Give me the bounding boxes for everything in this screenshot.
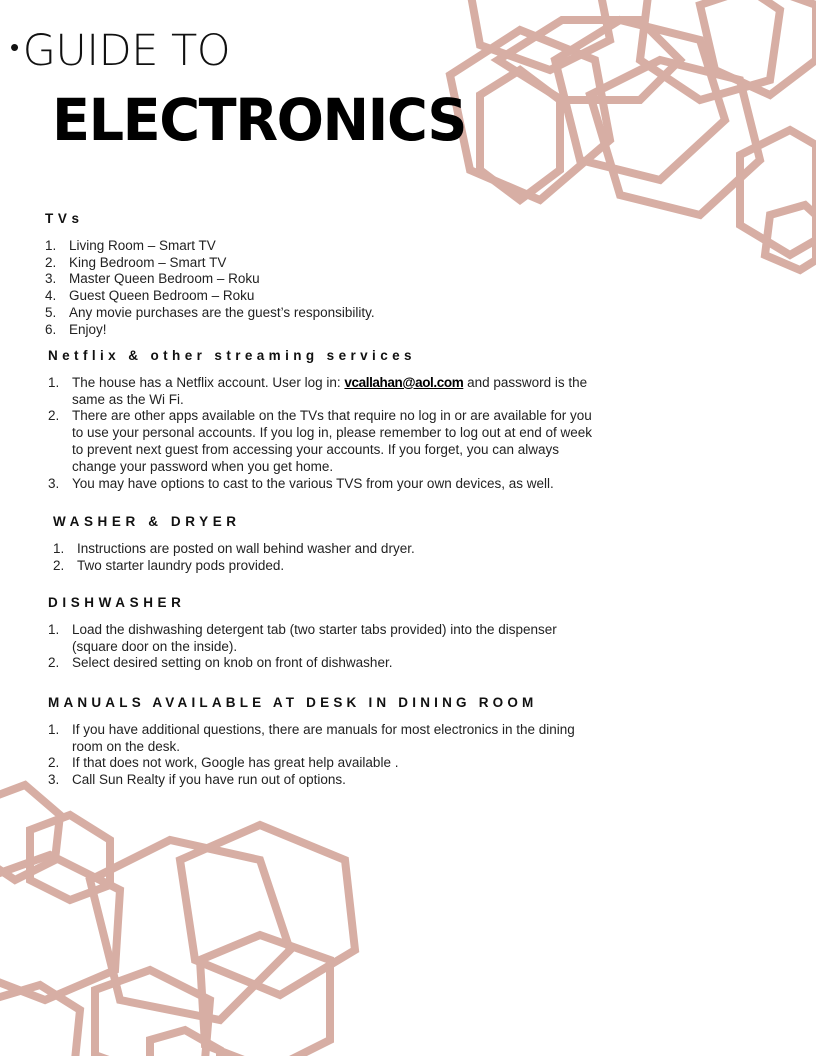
list-text-after: and password is the same as the Wi Fi. (72, 374, 588, 407)
email-link[interactable]: vcallahan@aol.com (344, 374, 464, 390)
list-number: 3. (45, 271, 57, 287)
list-item (48, 722, 588, 756)
page-title-line2: ELECTRONICS (52, 86, 467, 154)
list-text: If you have additional questions, there are manuals for most electronics in the dining room on the desk. (72, 721, 575, 754)
list-text: Two starter laundry pods provided. (77, 557, 285, 573)
list-item (45, 322, 605, 339)
list-item (48, 622, 588, 656)
netflix-list (48, 375, 593, 493)
section-heading-dishwasher: DISHWASHER (48, 595, 186, 610)
list-number: 1. (48, 621, 60, 637)
section-heading-netflix: Netflix & other streaming services (48, 348, 416, 363)
list-text: Master Queen Bedroom – Roku (69, 271, 260, 287)
title-text-line1: GUIDE TO (22, 26, 231, 76)
list-text: Guest Queen Bedroom – Roku (69, 288, 255, 304)
section-dishwasher (48, 595, 588, 672)
list-number: 2. (45, 254, 57, 270)
title-bullet: • (10, 33, 19, 63)
list-item (53, 541, 593, 558)
list-number: 1. (45, 237, 57, 253)
list-item (45, 271, 605, 288)
list-item (48, 755, 588, 772)
list-item (48, 655, 588, 672)
list-number: 2. (48, 408, 60, 424)
section-tvs (45, 211, 605, 339)
list-text: Instructions are posted on wall behind washer and dryer. (77, 540, 415, 556)
list-item (48, 408, 593, 475)
list-text: Load the dishwashing detergent tab (two starter tabs provided) into the dispenser (square door on the inside). (72, 621, 557, 654)
list-item (45, 305, 605, 322)
list-text: You may have options to cast to the various TVS from your own devices, as well. (72, 475, 554, 491)
list-text-before: The house has a Netflix account. User log in: (72, 374, 345, 390)
list-number: 2. (48, 755, 60, 771)
list-number: 3. (48, 772, 60, 788)
list-text: Enjoy! (69, 321, 107, 337)
list-item (45, 238, 605, 255)
list-text: Living Room – Smart TV (69, 237, 216, 253)
washer-list (53, 541, 593, 575)
section-manuals (48, 695, 588, 789)
list-text: Select desired setting on knob on front of dishwasher. (72, 655, 393, 671)
tvs-list (45, 238, 605, 339)
list-item (45, 288, 605, 305)
list-text: King Bedroom – Smart TV (69, 254, 227, 270)
section-netflix (48, 348, 593, 492)
list-text: If that does not work, Google has great help available . (72, 755, 399, 771)
page-title-line1 (10, 26, 230, 76)
list-number: 3. (48, 475, 60, 491)
list-text: There are other apps available on the TVs that require no log in or are available for you to use your personal accounts. If you log in, please remember to log out at end of week to prevent next guest from accessing your accounts. If you forget, you can always change your password when you get home. (72, 408, 593, 474)
list-item (48, 476, 593, 493)
section-heading-washer-dryer: WASHER & DRYER (53, 514, 241, 529)
section-washer-dryer (53, 514, 593, 574)
manuals-list (48, 722, 588, 789)
list-text: Call Sun Realty if you have run out of options. (72, 772, 346, 788)
list-number: 1. (53, 540, 65, 556)
list-number: 4. (45, 288, 57, 304)
list-number: 1. (48, 721, 60, 737)
list-item (45, 255, 605, 272)
section-heading-manuals: MANUALS AVAILABLE AT DESK IN DINING ROOM (48, 695, 538, 710)
list-number: 2. (53, 557, 65, 573)
list-number: 6. (45, 321, 57, 337)
list-number: 1. (48, 374, 60, 390)
list-text: Any movie purchases are the guest’s responsibility. (69, 304, 375, 320)
hexagon-cluster-bottom-left (0, 785, 355, 1056)
section-heading-tvs: TVs (45, 211, 84, 226)
list-item (53, 558, 593, 575)
dishwasher-list (48, 622, 588, 672)
list-item (48, 375, 593, 409)
list-item (48, 772, 588, 789)
list-number: 5. (45, 304, 57, 320)
list-number: 2. (48, 655, 60, 671)
